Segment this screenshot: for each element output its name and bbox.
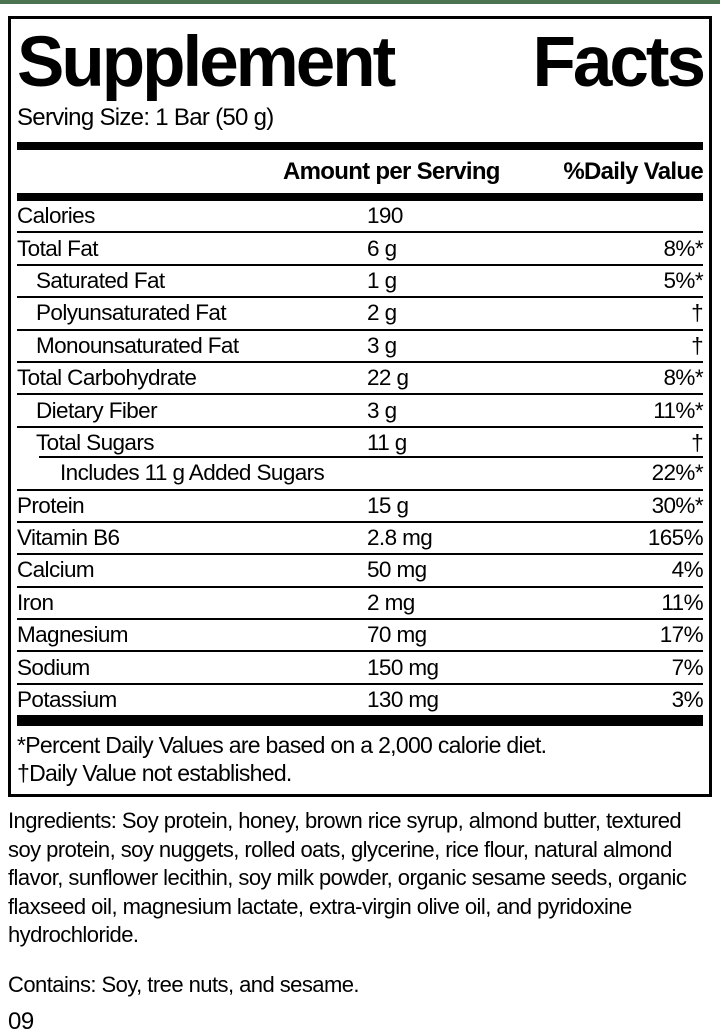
nutrient-amount: 190 — [367, 203, 403, 229]
panel-title-right: Facts — [532, 23, 703, 102]
nutrient-daily-value: 8%* — [663, 235, 703, 261]
nutrient-amount: 3 g — [367, 397, 397, 423]
nutrient-row — [17, 685, 703, 715]
nutrient-daily-value: 8%* — [663, 365, 703, 391]
nutrient-row — [17, 233, 703, 265]
nutrient-name: Dietary Fiber — [36, 397, 157, 423]
column-header-row — [17, 150, 703, 193]
nutrient-name: Total Carbohydrate — [17, 365, 197, 391]
divider-bar-header — [17, 193, 703, 201]
nutrient-daily-value: 3% — [671, 687, 703, 713]
column-header-daily-value: %Daily Value — [563, 157, 703, 185]
nutrient-row — [17, 652, 703, 684]
nutrient-row — [17, 458, 703, 490]
nutrient-amount: 130 mg — [367, 687, 439, 713]
panel-title-left: Supplement — [17, 23, 394, 102]
nutrient-name: Monounsaturated Fat — [36, 332, 239, 358]
nutrient-daily-value: † — [691, 429, 703, 455]
panel-title — [17, 23, 703, 102]
nutrient-daily-value: 30%* — [651, 492, 703, 518]
nutrient-daily-value: 22%* — [651, 460, 703, 486]
nutrient-amount: 150 mg — [367, 654, 439, 680]
column-header-amount: Amount per Serving — [283, 157, 500, 185]
lot-code: 09 — [8, 1008, 34, 1036]
nutrient-daily-value: 11% — [661, 589, 703, 615]
nutrient-daily-value: 4% — [671, 557, 703, 583]
nutrient-name: Magnesium — [17, 622, 128, 648]
nutrient-name: Calcium — [17, 557, 95, 583]
nutrient-name: Saturated Fat — [36, 267, 165, 293]
contains-text: Contains: Soy, tree nuts, and sesame. — [8, 971, 359, 997]
nutrient-daily-value: 5%* — [663, 267, 703, 293]
supplement-facts-panel — [8, 16, 712, 797]
nutrient-amount: 70 mg — [367, 622, 427, 648]
nutrient-daily-value: 165% — [647, 525, 703, 551]
nutrient-amount: 2.8 mg — [367, 525, 433, 551]
nutrient-amount: 11 g — [367, 429, 407, 455]
nutrient-row — [17, 620, 703, 652]
nutrient-name: Total Sugars — [36, 429, 154, 455]
nutrient-row — [17, 363, 703, 395]
serving-size: Serving Size: 1 Bar (50 g) — [17, 104, 274, 131]
nutrient-row — [17, 523, 703, 555]
nutrient-row — [17, 428, 703, 458]
footnote-dagger: †Daily Value not established. — [17, 760, 292, 787]
nutrient-amount: 2 g — [367, 300, 397, 326]
divider-bar-top — [17, 142, 703, 150]
footnote-daily-values: *Percent Daily Values are based on a 2,000 calorie diet. — [17, 732, 547, 759]
nutrient-row — [17, 588, 703, 620]
nutrient-name: Potassium — [17, 687, 117, 713]
nutrient-name: Vitamin B6 — [17, 525, 120, 551]
nutrient-name: Includes 11 g Added Sugars — [60, 460, 325, 486]
nutrient-row — [17, 395, 703, 427]
nutrient-name: Total Fat — [17, 235, 98, 261]
nutrient-row — [17, 298, 703, 330]
nutrient-row — [17, 331, 703, 363]
nutrient-daily-value: † — [691, 332, 703, 358]
nutrient-name: Polyunsaturated Fat — [36, 300, 226, 326]
nutrient-name: Iron — [17, 589, 54, 615]
nutrient-row — [17, 491, 703, 523]
nutrient-amount: 22 g — [367, 365, 409, 391]
nutrient-amount: 6 g — [367, 235, 397, 261]
nutrient-amount: 1 g — [367, 267, 397, 293]
nutrient-row — [17, 201, 703, 233]
divider-bar-bottom — [17, 715, 703, 726]
nutrient-name: Protein — [17, 492, 85, 518]
ingredients-text: Ingredients: Soy protein, honey, brown rice syrup, almond butter, textured soy protein, soy nuggets, rolled oats, glycerine, rice flour, natural almond flavor, sunflower lecithin, soy milk powder, organic sesame seeds, organic flaxseed oil, magnesium lactate, extra-virgin olive oil, and pyridoxine hydrochloride. — [8, 808, 687, 948]
nutrient-amount: 50 mg — [367, 557, 427, 583]
nutrient-row — [17, 555, 703, 587]
top-accent-strip — [0, 0, 720, 4]
nutrient-name: Sodium — [17, 654, 90, 680]
nutrient-daily-value: † — [691, 300, 703, 326]
nutrient-daily-value: 7% — [671, 654, 703, 680]
nutrient-amount: 2 mg — [367, 589, 415, 615]
nutrient-daily-value: 17% — [659, 622, 703, 648]
nutrient-name: Calories — [17, 203, 95, 229]
footnotes — [17, 726, 703, 794]
nutrient-daily-value: 11%* — [653, 397, 703, 423]
nutrient-row — [17, 266, 703, 298]
nutrient-amount: 3 g — [367, 332, 397, 358]
nutrient-table — [17, 201, 703, 715]
nutrient-amount: 15 g — [367, 492, 409, 518]
